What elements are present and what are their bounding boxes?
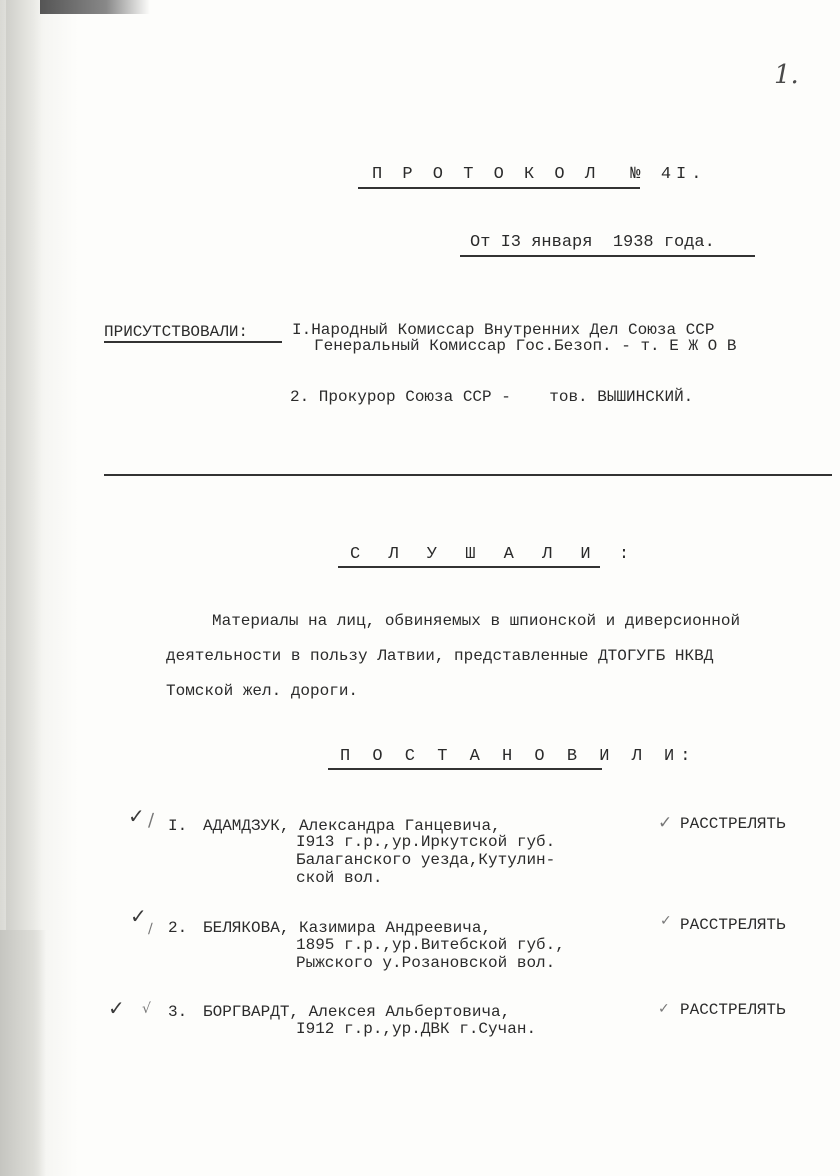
checkmark-icon: ✓ <box>108 996 125 1020</box>
item-verdict: РАССТРЕЛЯТЬ <box>680 1001 786 1019</box>
present-label-underline <box>104 341 282 343</box>
document-title: П Р О Т О К О Л № 4I. <box>372 165 707 184</box>
decided-heading: П О С Т А Н О В И Л И: <box>340 747 697 766</box>
item-detail: 1895 г.р.,ур.Витебской губ., <box>296 936 565 954</box>
scan-top-mark <box>40 0 150 14</box>
checkmark-icon: √ <box>142 1001 151 1017</box>
item-name: БЕЛЯКОВА, Казимира Андреевича, <box>203 919 492 937</box>
checkmark-icon: ✓ <box>660 913 672 929</box>
item-detail: Рыжского у.Розановской вол. <box>296 954 556 972</box>
torn-corner <box>0 930 46 1176</box>
heard-heading: С Л У Ш А Л И : <box>350 545 639 564</box>
item-number: 3. <box>168 1003 188 1021</box>
heard-line-1: Материалы на лиц, обвиняемых в шпионской и диверсионной <box>212 612 741 630</box>
checkmark-icon: ✓ <box>128 804 145 828</box>
title-underline <box>358 187 640 189</box>
heard-line-3: Томской жел. дороги. <box>166 682 359 700</box>
checkmark-icon: ✓ <box>658 1001 670 1017</box>
section-divider <box>104 474 832 476</box>
checkmark-icon: ∕ <box>148 921 153 937</box>
present-line-1a: I.Народный Комиссар Внутренних Дел Союза ССР <box>292 321 715 339</box>
item-verdict: РАССТРЕЛЯТЬ <box>680 916 786 934</box>
checkmark-icon: ∕ <box>148 810 155 831</box>
present-label: ПРИСУТСТВОВАЛИ: <box>104 323 249 341</box>
item-detail: Балаганского уезда,Кутулин- <box>296 851 556 869</box>
item-verdict: РАССТРЕЛЯТЬ <box>680 815 786 833</box>
present-line-1b: Генеральный Комиссар Гос.Безоп. - т. Е Ж О В <box>314 337 737 355</box>
heard-line-2: деятельности в пользу Латвии, представленные ДТОГУГБ НКВД <box>166 647 714 665</box>
item-number: 2. <box>168 919 188 937</box>
item-number: I. <box>168 817 188 835</box>
page-number: 1. <box>774 60 799 90</box>
item-name: АДАМДЗУК, Александра Ганцевича, <box>203 817 501 835</box>
present-line-2: 2. Прокурор Союза ССР - тов. ВЫШИНСКИЙ. <box>290 388 694 406</box>
item-name: БОРГВАРДТ, Алексея Альбертовича, <box>203 1003 511 1021</box>
item-detail: I912 г.р.,ур.ДВК г.Сучан. <box>296 1020 537 1038</box>
heard-underline <box>338 566 600 568</box>
checkmark-icon: ✓ <box>658 813 673 833</box>
document-date: От I3 января 1938 года. <box>470 233 715 252</box>
date-underline <box>460 255 755 257</box>
checkmark-icon: ✓ <box>130 904 147 928</box>
item-detail: ской вол. <box>296 869 383 887</box>
decided-underline <box>328 768 602 770</box>
item-detail: I913 г.р.,ур.Иркутской губ. <box>296 833 556 851</box>
